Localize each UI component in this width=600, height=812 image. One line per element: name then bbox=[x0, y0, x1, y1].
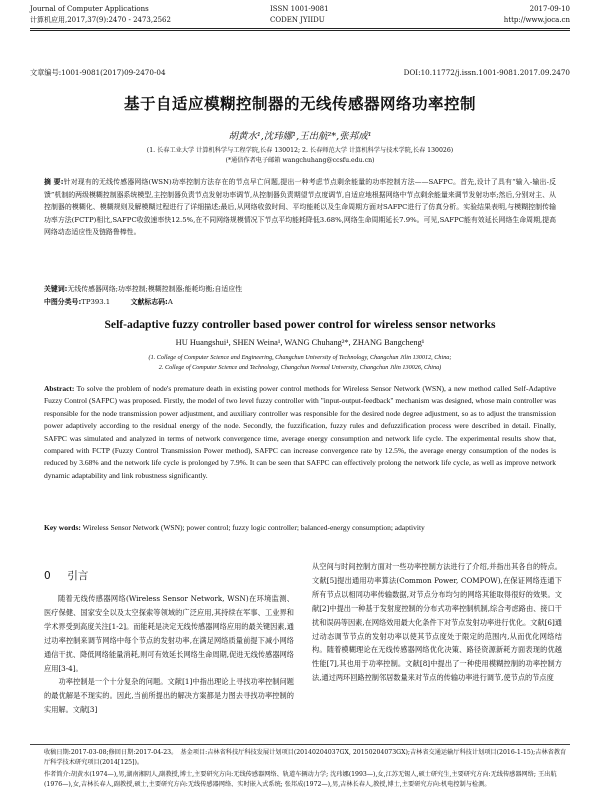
affiliation-en-2: 2. College of Computer Science and Technology, Changchun Normal University, Changchun Jilin 130026, China) bbox=[158, 364, 442, 371]
clc-label: 中图分类号: bbox=[44, 298, 82, 306]
affiliation-cn-1: (1. 长春工业大学 计算机科学与工程学院,长春 130012; 2. 长春师范大学 计算机科学与技术学院,长春 130026) bbox=[146, 147, 454, 154]
keywords-en-label: Key words: bbox=[44, 523, 81, 532]
abstract-en-label: Abstract: bbox=[44, 384, 75, 393]
body-right-column: 从空间与时间控制方面对一些功率控制方法进行了介绍,并指出其各自的特点。文献[5]提出通用功率算法(Common Power, COMPOW),在保证网络连通下所有节点以相同功率传输数据,对节点分布均匀的网络其能取得很好的效果。文献[2]中提出一种基于发射度控制的分布式功率控制机制,综合考虑路由、接口干扰和误码等因素,在网络效用最大化条件下对节点发射功率进行优化。文献[6]通过动态调节节点的发射功率以使其节点度处于限定的范围内,从而优化网络结构。随着模糊理论在无线传感器网络优化决策、路径资源新耗方面表现的优越性能[7],其也用于功率控制。文献[8]中提出了一种使用模糊控制的功率控制方法,通过两环回路控制邻居数量来对节点的传输功率进行调节,使节点的节点度 bbox=[312, 562, 562, 683]
authors-en: HU Huangshui¹, SHEN Weina¹, WANG Chuhang²*, ZHANG Bangcheng¹ bbox=[175, 338, 425, 347]
title-cn: 基于自适应模糊控制器的无线传感器网络功率控制 bbox=[123, 95, 476, 113]
publication-date: 2017-09-10 bbox=[529, 5, 570, 13]
classification bbox=[44, 296, 556, 309]
authors-cn: 胡黄水¹,沈玮娜¹,王出航²*,张邦成¹ bbox=[228, 131, 372, 142]
clc-value: TP393.1 bbox=[81, 298, 111, 306]
abstract-cn bbox=[44, 176, 556, 239]
keywords-en-text: Wireless Sensor Network (WSN); power control; fuzzy logic controller; balanced-energy consumption; adaptivity bbox=[82, 523, 425, 532]
doi[interactable]: DOI:10.11772/j.issn.1001-9081.2017.09.2470 bbox=[403, 68, 570, 77]
abstract-en-text: To solve the problem of node's premature death in existing power control methods for Wireless Sensor Network (WSN), a new method called Self-Adaptive Fuzzy Control (SAFPC) was proposed. Firstly, the model of two level fuzzy controller with "input-output-feedback" mechanism was designed, whose main controller was responsible for the node transmission power adjustment, and auxiliary controller was responsible for the desired node degree adjustment, so as to adjust the transmission power adaptively according to the residual energy of the node. Secondly, the fuzzification, fuzzy rules and defuzzification process were described in detail. Finally, SAFPC was simulated and analyzed in terms of network convergence time, average energy consumption and network life cycle. The experimental results show that, compared with FCTP (Fuzzy Control Transmission Power method), SAFPC can increase convergence rate by 12.5%, the average energy consumption of the nodes is reduced by 3.68% and the network life cycle is prolonged by 7.9%. It can be seen that SAFPC can effectively prolong the network life cycle, as well as improve network dynamic adaptability and link robustness significantly. bbox=[44, 384, 556, 480]
keywords-en bbox=[44, 522, 556, 534]
doc-code-label: 文献标志码: bbox=[130, 298, 168, 306]
journal-citation-cn: 计算机应用,2017,37(9):2470 - 2473,2562 bbox=[30, 16, 171, 24]
affiliation-cn-2: (*通信作者电子邮箱 wangchuhang@ccsfu.edu.cn) bbox=[225, 157, 375, 164]
keywords-cn bbox=[44, 283, 556, 296]
header-rule bbox=[30, 28, 570, 29]
journal-url[interactable]: http://www.joca.cn bbox=[503, 16, 570, 24]
abstract-cn-label: 摘 要: bbox=[44, 178, 64, 186]
body-left-column: 随着无线传感器网络(Wireless Sensor Network, WSN)在环境监测、医疗保健、国家安全以及太空探索等领域的广泛应用,其持续在军事、工业界和学术界受到高度关注[1-2]。而能耗是决定无线传感器网络应用的最关键因素,通过功率控制来调节网络中每个节点的发射功率,在满足网络质量前提下减小网络通信干扰、降低网络能量消耗,则可有效延长网络生命周期,促进无线传感器网络应用[3-4]。 功率控制是一个十分复杂的问题。文献[1]中指出理论上寻找功率控制问题的最优解是不现实的。因此,当前所提出的解决方案都是力图去寻找功率控制的实用解。文献[3] bbox=[44, 594, 294, 715]
doc-code-value: A bbox=[167, 298, 173, 306]
coden: CODEN JYIIDU bbox=[270, 16, 325, 24]
issn: ISSN 1001-9081 bbox=[270, 5, 329, 13]
footer-authors-bio: 作者简介:胡黄水(1974—),男,湖南湘阴人,副教授,博士,主要研究方向:无线传感器网络、轨道车辆动力学; 沈玮娜(1993—),女,江苏无锡人,硕士研究生,主要研究方向:无线传感器网络; 王出航(1976—),女,吉林长春人,副教授,硕士,主要研究方向:无线传感器网络、实时嵌入式系统; 张邦成(1972—),男,吉林长春人,教授,博士,主要研究方向:机电控制与检测。 bbox=[44, 771, 557, 788]
article-id: 文章编号:1001-9081(2017)09-2470-04 bbox=[30, 68, 166, 77]
abstract-en bbox=[44, 383, 556, 482]
footer-received: 收稿日期:2017-03-08;修回日期:2017-04-23。 基金项目:吉林省科技厅科技发展计划项目(20140204037GX, 20150204073GX);吉林省交通运输厅科技计划项目(2016-1-15);吉林省教育厅科学技术研究项目(2014[125])。 bbox=[44, 749, 567, 766]
keywords-cn-label: 关键词: bbox=[44, 285, 68, 293]
header-rule-2 bbox=[30, 30, 570, 31]
abstract-cn-text: 针对现有的无线传感器网络(WSN)功率控制方法存在的节点早亡问题,提出一种考虑节点剩余能量的功率控制方法——SAFPC。首先,设计了具有“输入-输出-反馈”机制的两级模糊控制器系统模型,主控制器负责节点发射功率调节,从控制器负责期望节点度调节,自适应地根据网络中节点剩余能量来调节发射功率;然后,分别对主、从控制器的模糊化、模糊规则及解模糊过程进行了详细描述;最后,从网络收敛时间、平均能耗以及生命周期方面对SAFPC进行了仿真分析。实验结果表明,与模糊控制传输功率方法(FCTP)相比,SAFPC收敛速率快12.5%,在不同网络规模情况下节点平均能耗降低3.68%,网络生命周期延长7.9%。可见,SAFPC能有效延长网络生命周期,提高网络动态适应性及链路鲁棒性。 bbox=[44, 178, 556, 236]
footer-rule bbox=[30, 744, 570, 745]
section-number: 0 bbox=[44, 570, 51, 582]
title-en: Self-adaptive fuzzy controller based power control for wireless sensor networks bbox=[104, 318, 496, 331]
affiliation-en-1: (1. College of Computer Science and Engineering, Changchun University of Technology, Changchun Jilin 130012, China; bbox=[148, 354, 452, 361]
section-heading bbox=[44, 568, 88, 583]
section-title: 引言 bbox=[67, 570, 89, 582]
keywords-cn-text: 无线传感器网络;功率控制;模糊控制器;能耗均衡;自适应性 bbox=[67, 285, 243, 293]
journal-name-en: Journal of Computer Applications bbox=[30, 5, 149, 13]
